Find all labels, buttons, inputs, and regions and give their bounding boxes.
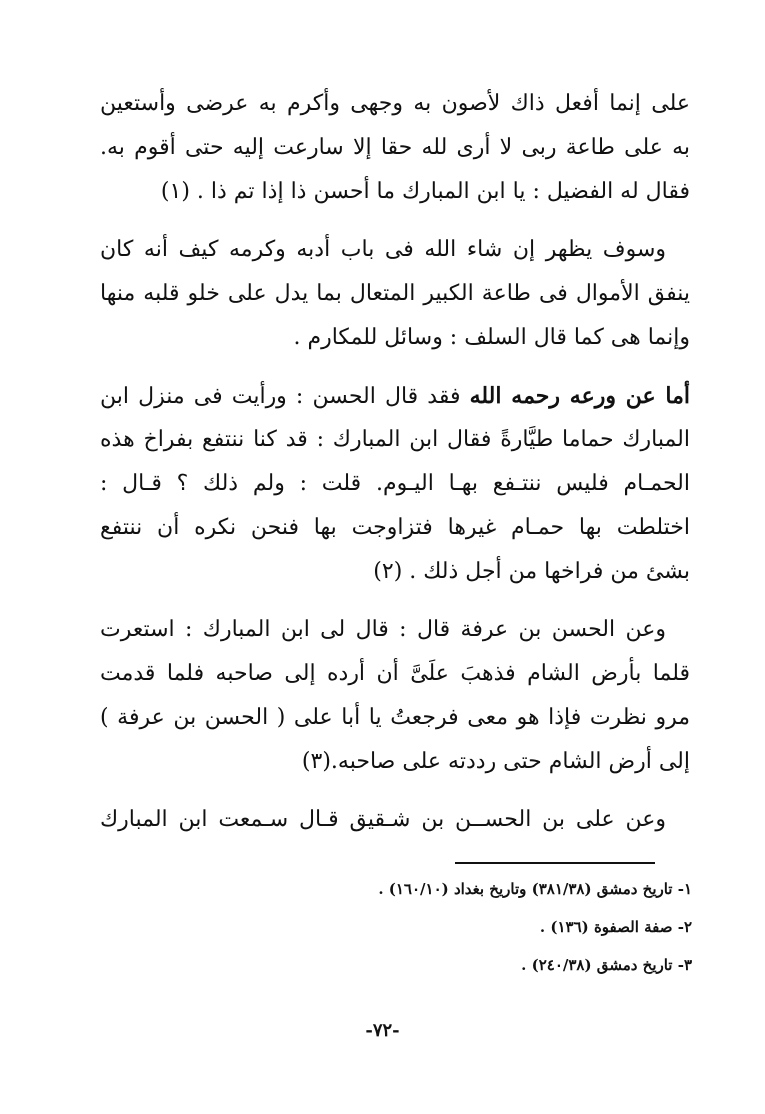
paragraph	[100, 608, 690, 784]
paragraph	[100, 374, 690, 594]
text-line: على إنما أفعل ذاك لأصون به وجهى وأكرم به عرضى وأستعين	[100, 91, 690, 116]
footnote: ٢- صفة الصفوة (١٣٦) .	[539, 918, 692, 936]
text-line: اختلطت بها حمـام غيرها فتزاوجت بها فنحن نكره أن ننتفع	[100, 515, 690, 540]
text-line: الحمـام فليس ننتـفع بهـا اليـوم. قلت : ولم ذلك ؟ قـال :	[100, 471, 690, 496]
text-line: قلما بأرض الشام فذهبَ علَىَّ أن أرده إلى صاحبه فلما قدمت	[100, 661, 690, 686]
text-line: ينفق الأموال فى طاعة الكبير المتعال بما يدل على خلو قلبه منها	[100, 281, 690, 306]
text-line: إلى أرض الشام حتى رددته على صاحبه.(٣)	[301, 749, 690, 774]
footnotes	[120, 870, 692, 984]
footnote: ٣- تاريخ دمشق (٢٤٠/٣٨) .	[521, 956, 692, 974]
text-line: وإنما هى كما قال السلف : وسائل للمكارم .	[293, 325, 690, 350]
paragraph	[100, 798, 690, 842]
lead-rest: فقد قال الحسن : ورأيت فى منزل ابن	[100, 384, 470, 409]
text-line: بشئ من فراخها من أجل ذلك . (٢)	[373, 559, 690, 584]
text-line	[100, 374, 690, 418]
footnote: ١- تاريخ دمشق (٣٨١/٣٨) وتاريخ بغداد (١٦٠/١٠) .	[378, 880, 692, 898]
text-line: وسوف يظهر إن شاء الله فى باب أدبه وكرمه كيف أنه كان	[100, 237, 666, 262]
text-line: وعن على بن الحســن بن شـقيق قـال سـمعت ابن المبارك	[100, 807, 666, 832]
page-number: -٧٢-	[365, 1020, 400, 1041]
paragraph	[100, 228, 690, 360]
text-line: فقال له الفضيل : يا ابن المبارك ما أحسن ذا إذا تم ذا . (١)	[160, 179, 690, 204]
text-line: وعن الحسن بن عرفة قال : قال لى ابن المبارك : استعرت	[100, 617, 666, 642]
footnote-separator	[455, 862, 655, 864]
paragraph	[100, 82, 690, 214]
main-text	[100, 82, 690, 842]
bold-lead: أما عن ورعه رحمه الله	[469, 383, 690, 409]
text-line: المبارك حماما طيَّارةً فقال ابن المبارك : قد كنا ننتفع بفراخ هذه	[100, 427, 690, 452]
text-line: مرو نظرت فإذا هو معى فرجعتُ يا أبا على ( الحسن بن عرفة )	[100, 705, 690, 730]
text-line: به على طاعة ربى لا أرى لله حقا إلا سارعت إليه حتى أقوم به.	[100, 135, 690, 160]
